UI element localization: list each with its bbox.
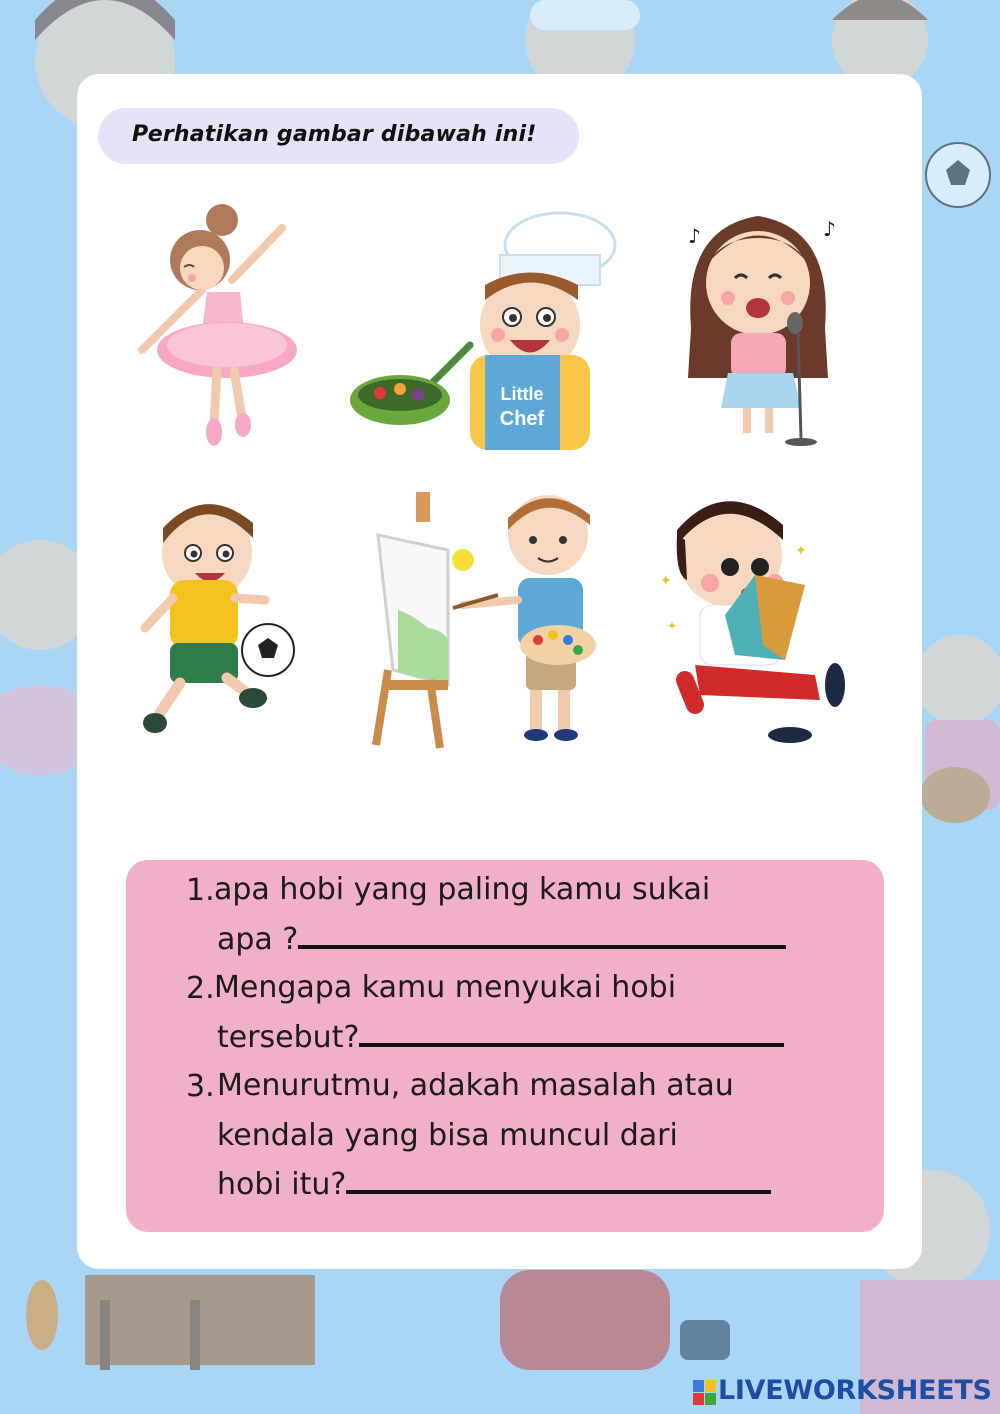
apron-text-chef: Chef xyxy=(499,408,545,430)
painter-boy-icon xyxy=(368,490,613,752)
singing-girl-icon xyxy=(683,208,843,448)
answer-3-blank[interactable] xyxy=(346,1166,771,1194)
instruction-pill xyxy=(98,108,579,164)
svg-text:✦: ✦ xyxy=(795,543,807,559)
liveworksheets-logo-icon xyxy=(693,1377,717,1409)
apron-text-little: Little xyxy=(500,384,544,404)
question-3-line-1: Menurutmu, adakah masalah atau xyxy=(217,1068,734,1103)
question-2-line-2 xyxy=(217,1019,784,1057)
ballerina-girl-icon xyxy=(122,200,312,450)
question-1-line-2-text: apa ? xyxy=(217,922,299,957)
instruction-text: Perhatikan gambar dibawah ini! xyxy=(132,122,537,147)
question-2-number: 2. xyxy=(186,971,215,1006)
question-1-line-1: apa hobi yang paling kamu sukai xyxy=(214,872,711,907)
question-2-line-1: Mengapa kamu menyukai hobi xyxy=(214,970,677,1005)
svg-text:♪: ♪ xyxy=(688,224,701,248)
answer-1-blank[interactable] xyxy=(298,921,786,949)
question-1-number: 1. xyxy=(186,873,215,908)
question-1-line-2 xyxy=(217,921,786,959)
svg-text:♪: ♪ xyxy=(823,217,836,241)
question-3-number: 3. xyxy=(186,1069,215,1104)
soccer-boy-icon xyxy=(135,498,300,743)
answer-2-blank[interactable] xyxy=(359,1019,784,1047)
svg-text:✦: ✦ xyxy=(660,573,672,589)
question-3-line-3-text: hobi itu? xyxy=(217,1167,347,1202)
question-3-line-3 xyxy=(217,1166,771,1204)
reading-boy-icon xyxy=(655,495,855,743)
svg-text:✦: ✦ xyxy=(667,619,678,633)
watermark-text: LIVEWORKSHEETS xyxy=(718,1375,992,1406)
question-2-line-2-text: tersebut? xyxy=(217,1020,360,1055)
question-3-line-2: kendala yang bisa muncul dari xyxy=(217,1118,678,1153)
chef-boy-icon xyxy=(350,205,620,450)
